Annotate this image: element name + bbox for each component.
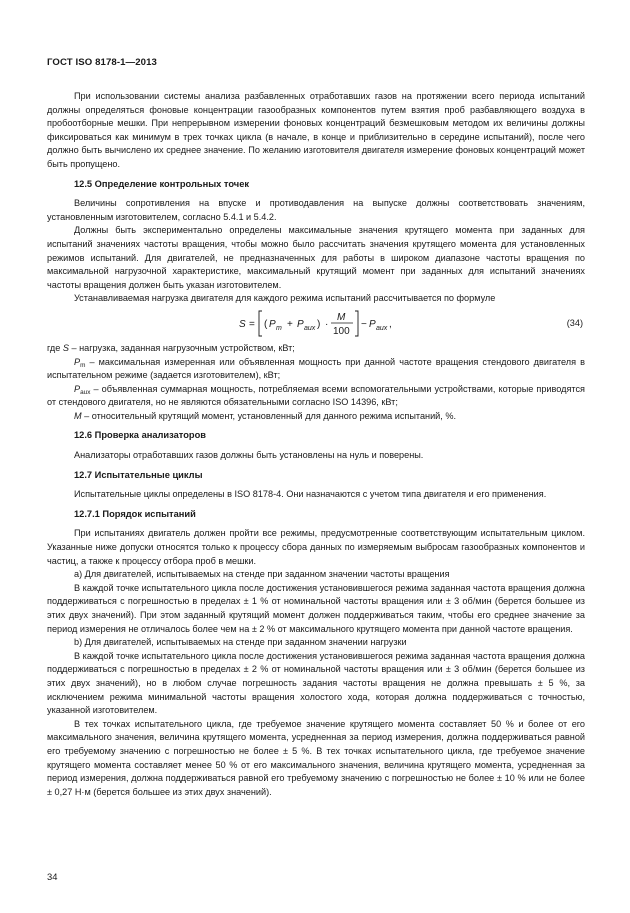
paragraph: В тех точках испытательного цикла, где требуемое значение крутящего момента составляет 50 % и более от его максимального значения, величина крутящего момента, усредненная за период измерения, должна поддерживаться равной его требуемому значению с погрешностью не более ± 5 %. В тех точках испытательного цикла, где требуемое значение крутящего момента составляет менее 50 % от его максимального значения, величина крутящего момента, усредненная за период измерения, должна поддерживаться равной его требуемому значению с погрешностью не более ± 10 % или не более ± 0,27 Н·м (берется большее из этих двух значений).	[47, 718, 585, 797]
formula-paren-close: )	[317, 318, 321, 330]
paragraph: В каждой точке испытательного цикла после достижения установившегося режима заданная частота вращения должна поддерживаться с погрешностью в пределах ± 2 % от номинальной частоты вращения или ± 3 об/мин (берется большее из этих двух значений), но в любом случае погрешность задания частоты вращения не должна превышать ± 5 %, за исключением режима минимальной частоты вращения холостого хода, которая должна поддерживаться с точностью, указанной изготовителем.	[47, 650, 585, 716]
section-heading-12-5: 12.5 Определение контрольных точек	[74, 178, 250, 189]
symbol-pm-sub: m	[80, 361, 86, 369]
page-body	[47, 90, 585, 799]
formula-paux-2-sub: aux	[376, 324, 388, 332]
symbol-s: S	[62, 342, 69, 353]
formula-paux-sub: aux	[304, 324, 316, 332]
paragraph: В каждой точке испытательного цикла после достижения установившегося режима заданная частота вращения должна поддерживаться с погрешностью в пределах ± 1 % от номинальной частоты вращения или ± 3 об/мин (берется большее из этих двух значений). При этом заданный крутящий момент должен поддерживаться таким, чтобы его среднее значение за период измерения не отличалось более чем на ± 2 % от максимального крутящего момента при данной частоте вращения.	[47, 582, 585, 634]
formula-equals: =	[249, 318, 255, 330]
formula-paux-2: P	[369, 318, 376, 330]
formula-comma: ,	[389, 318, 392, 330]
formula-34	[47, 308, 585, 340]
formula-numerator: M	[337, 311, 346, 323]
section-heading-12-7: 12.7 Испытательные циклы	[74, 469, 203, 480]
formula-lhs: S	[239, 318, 246, 330]
paragraph: Испытательные циклы определены в ISO 8178-4. Они назначаются с учетом типа двигателя и его применения.	[74, 489, 547, 500]
symbol-m: M	[74, 410, 82, 421]
formula-pm: P	[269, 318, 276, 330]
where-s	[47, 342, 585, 356]
page-number: 34	[47, 871, 58, 882]
list-item-a: а) Для двигателей, испытываемых на стенде при заданном значении частоты вращения	[74, 569, 450, 580]
where-paux	[47, 383, 585, 410]
intro-paragraph: При использовании системы анализа разбавленных отработавших газов на протяжении всего периода испытаний должны определяться фоновые концентрации газообразных компонентов путем взятия проб разбавляющего воздуха в пробоотборные мешки. При непрерывном измерении фоновых концентраций безмешковым методом их величины должны фиксироваться как минимум в трех точках цикла (в начале, в конце и приблизительно в середине испытаний), после чего должно быть вычислено их среднее значение. По желанию изготовителя двигателя измерение фоновых концентраций может быть пропущено.	[47, 91, 585, 169]
where-paux-text: – объявленная суммарная мощность, потребляемая всеми вспомогательными устройствами, которые приводятся от стендового двигателя, но не являются обязательными согласно ISO 14396, кВт;	[47, 383, 585, 408]
section-heading-12-6: 12.6 Проверка анализаторов	[74, 430, 206, 441]
formula-paren-open: (	[264, 318, 268, 330]
paragraph: Величины сопротивления на впуске и противодавления на выпуске должны соответствовать значениям, установленным изготовителем, согласно 5.4.1 и 5.4.2.	[47, 198, 585, 222]
formula-bracket-right	[355, 311, 358, 336]
paragraph: Должны быть экспериментально определены максимальные значения крутящего момента при заданных для испытаний значениях частоты вращения, чтобы можно было рассчитать значения крутящего момента для установленных режимов испытаний. Для двигателей, не предназначенных для работы в широком диапазоне частоты вращения по максимальной нагрузочной характеристике, максимальный крутящий момент при заданных для испытаний значениях частоты вращения должен быть указан изготовителем.	[47, 225, 585, 290]
where-m-text: – относительный крутящий момент, установленный для данного режима испытаний, %.	[81, 410, 457, 421]
formula-number: (34)	[566, 317, 583, 328]
formula-plus: +	[287, 318, 293, 330]
symbol-paux-sub: aux	[80, 388, 91, 396]
section-heading-12-7-1: 12.7.1 Порядок испытаний	[74, 508, 196, 519]
formula-pm-sub: m	[276, 324, 282, 332]
paragraph: Анализаторы отработавших газов должны быть установлены на нуль и поверены.	[74, 450, 424, 461]
paragraph: При испытаниях двигатель должен пройти все режимы, предусмотренные соответствующим испытательным циклом. Указанные ниже допуски относятся только к процессу сбора данных по измеряемым выбросам газообразных компонентов и частиц, а также к процессу отбора проб в мешки.	[47, 528, 585, 566]
formula-paux: P	[297, 318, 304, 330]
where-intro: где	[47, 342, 61, 353]
formula-denominator: 100	[333, 325, 350, 337]
where-pm-text: – максимальная измеренная или объявленная мощность при данной частоте вращения стендового двигателя в испытательном режиме (задается изготовителем), кВт;	[47, 356, 585, 381]
where-s-text: – нагрузка, заданная нагрузочным устройством, кВт;	[68, 342, 295, 353]
where-pm	[47, 356, 585, 383]
formula-dot: ·	[325, 318, 329, 330]
symbol-pm: P	[74, 356, 81, 367]
paragraph: Устанавливаемая нагрузка двигателя для каждого режима испытаний рассчитывается по формуле	[74, 293, 496, 304]
where-m	[47, 410, 585, 424]
formula-minus: −	[361, 318, 367, 330]
list-item-b: b) Для двигателей, испытываемых на стенде при заданном значении нагрузки	[74, 637, 407, 648]
document-header: ГОСТ ISO 8178-1—2013	[47, 57, 157, 68]
formula-graphic	[237, 308, 457, 340]
symbol-paux: P	[74, 383, 81, 394]
formula-bracket-left	[259, 311, 262, 336]
